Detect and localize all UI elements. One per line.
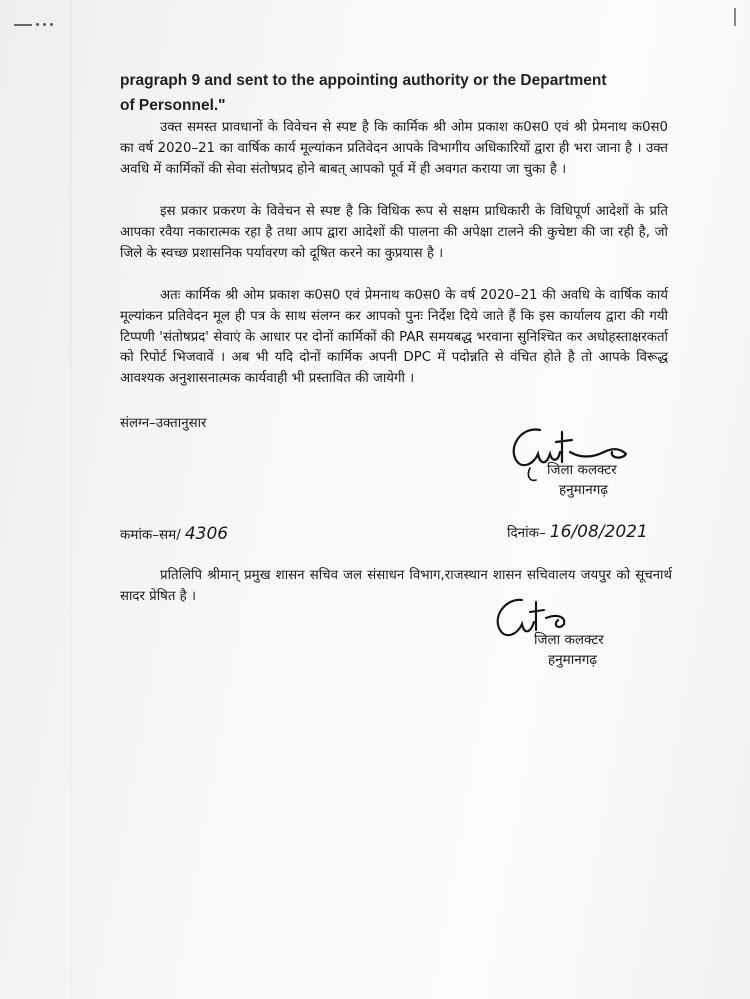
paragraph-2-block xyxy=(120,202,668,264)
scan-mark xyxy=(14,14,60,22)
english-line-1: pragraph 9 and sent to the appointing authority or the Department xyxy=(120,72,607,89)
paragraph-3-block xyxy=(120,286,668,390)
ref-number: 4306 xyxy=(184,524,229,544)
enclosure-block xyxy=(120,414,420,435)
signatory-1-title: जिला कलक्टर xyxy=(547,462,617,478)
enclosure-note: संलग्न–उक्तानुसार xyxy=(120,416,207,431)
paragraph-1-block xyxy=(120,118,668,180)
english-line-2: of Personnel." xyxy=(120,97,226,114)
scan-mark-right xyxy=(734,8,736,26)
date-value: 16/08/2021 xyxy=(549,522,648,542)
english-quote xyxy=(120,68,680,118)
paragraph-2: इस प्रकार प्रकरण के विवेचन से स्पष्ट है कि विधिक रूप से सक्षम प्राधिकारी के विधिपूर्ण आदेशों के प्रति आपका रवैया नकारात्मक रहा है तथा आप द्वारा आदेशों की पालना की अपेक्षा टालने की कुचेष्टा की जा रही है, जो जिले के स्वच्छ प्रशासनिक पर्यावरण को दूषित करने का कुप्रयास है । xyxy=(120,204,668,261)
signatory-1 xyxy=(547,460,617,500)
signatory-1-place: हनुमानगढ़ xyxy=(559,482,608,498)
date-label: दिनांक– xyxy=(507,525,546,541)
paper-crease xyxy=(70,0,71,999)
signatory-2-place: हनुमानगढ़ xyxy=(548,652,597,668)
signatory-2 xyxy=(534,630,604,670)
reference-number-row xyxy=(120,524,228,545)
paragraph-3: अतः कार्मिक श्री ओम प्रकाश क0स0 एवं प्रेमनाथ क0स0 के वर्ष 2020–21 की अवधि के वार्षिक कार्य मूल्यांकन प्रतिवेदन मूल ही पत्र के साथ संलग्न कर आपको पुनः निर्देश दिये जाते हैं कि इस कार्यालय द्वारा की गयी टिप्पणी 'संतोषप्रद' सेवाएं के आधार पर दोनों कार्मिकों की PAR समयबद्ध भरवाना सुनिश्चित कर अधोहस्ताक्षरकर्ता को रिपोर्ट भिजवावें । अब भी यदि दोनों कार्मिक अपनी DPC में पदोन्नति से वंचित होते है तो आपके विरूद्ध आवश्यक अनुशासनात्मक कार्यवाही भी प्रस्तावित की जायेगी । xyxy=(120,288,668,387)
paragraph-1: उक्त समस्त प्रावधानों के विवेचन से स्पष्ट है कि कार्मिक श्री ओम प्रकाश क0स0 एवं श्री प्रेमनाथ क0स0 का वर्ष 2020–21 का वार्षिक कार्य मूल्यांकन प्रतिवेदन आपके विभागीय अधिकारियों द्वारा ही भरा जाना है । उक्त अवधि में कार्मिकों की सेवा संतोषप्रद होने बाबत् आपको पूर्व में ही अवगत कराया जा चुका है । xyxy=(120,120,668,177)
copy-to-paragraph: प्रतिलिपि श्रीमान् प्रमुख शासन सचिव जल संसाधन विभाग,राजस्थान शासन सचिवालय जयपुर को सूचनार्थ सादर प्रेषित है । xyxy=(120,568,672,604)
signatory-2-title: जिला कलक्टर xyxy=(534,632,604,648)
ref-label: कमांक–सम/ xyxy=(120,527,181,543)
date-row xyxy=(507,522,648,543)
